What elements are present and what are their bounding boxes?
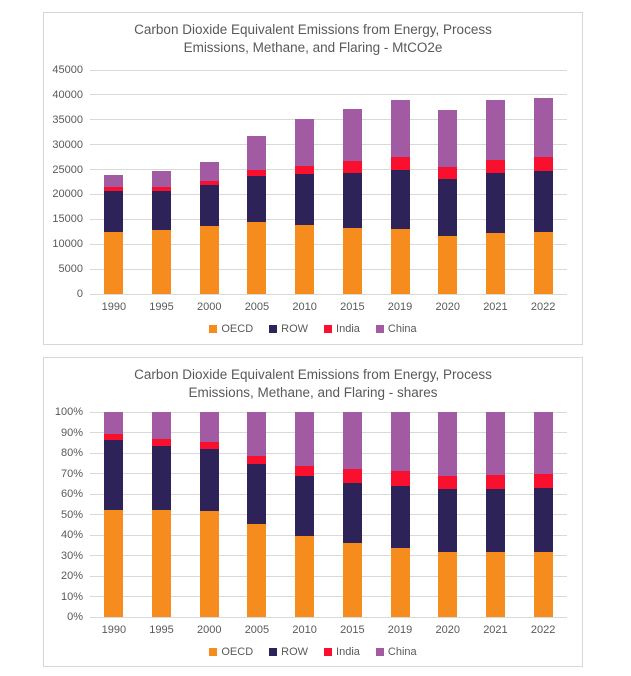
x-tick-label: 2005 [244, 301, 270, 313]
bar-segment-oecd-1995 [152, 510, 171, 617]
bar-segment-china-2015 [343, 109, 362, 161]
legend-item-row [269, 646, 308, 658]
bar-segment-china-2000 [200, 412, 219, 442]
bar-segment-row-1995 [152, 446, 171, 511]
x-tick-label: 2010 [292, 301, 317, 313]
x-tick-label: 2020 [435, 624, 460, 636]
y-tick-label: 40% [60, 529, 83, 541]
bar-segment-india-2021 [486, 160, 505, 173]
legend-label: ROW [281, 323, 309, 335]
bar-segment-india-2022 [534, 157, 553, 171]
bar-segment-china-2019 [391, 100, 410, 156]
y-tick-label: 30% [60, 549, 83, 562]
legend-label: OECD [221, 323, 254, 335]
legend-swatch-icon [376, 648, 384, 656]
x-tick-label: 2015 [340, 301, 365, 313]
bar-segment-india-2020 [438, 167, 457, 179]
bar-segment-oecd-2019 [391, 548, 410, 617]
gridline [90, 70, 567, 71]
bar-segment-row-2000 [200, 185, 219, 225]
bar-segment-row-2020 [438, 179, 457, 236]
bar-segment-row-2022 [534, 488, 553, 553]
y-tick-label: 5000 [58, 263, 83, 276]
legend-label: China [387, 646, 417, 658]
x-tick-label: 1995 [149, 301, 174, 313]
y-tick-label: 10000 [52, 238, 83, 251]
y-tick-label: 15000 [52, 213, 83, 226]
bar-segment-oecd-2021 [486, 233, 505, 294]
y-tick-label: 0 [76, 288, 83, 300]
legend-swatch-icon [324, 325, 332, 333]
bar-segment-row-2019 [391, 486, 410, 549]
legend-swatch-icon [209, 325, 217, 333]
bar-segment-row-1990 [104, 440, 123, 511]
legend-item-china [376, 646, 417, 658]
y-tick-label: 30000 [52, 138, 83, 151]
x-tick-label: 2000 [196, 301, 222, 313]
legend-label: ROW [281, 646, 309, 658]
bar-segment-row-2019 [391, 170, 410, 229]
bar-segment-india-2015 [343, 161, 362, 173]
legend-label: India [336, 646, 360, 658]
bar-segment-row-2015 [343, 483, 362, 543]
bar-segment-china-2010 [295, 119, 314, 165]
bar-segment-row-2000 [200, 449, 219, 512]
emissions-shares-chart [43, 357, 583, 667]
x-tick-label: 2022 [530, 624, 556, 636]
chart-legend [44, 323, 582, 335]
x-tick-label: 2021 [483, 624, 508, 636]
bar-segment-china-2021 [486, 100, 505, 159]
bar-segment-oecd-2005 [247, 524, 266, 617]
bar-segment-india-1995 [152, 439, 171, 446]
bar-segment-row-2021 [486, 173, 505, 233]
x-tick-label: 2005 [244, 624, 270, 636]
legend-item-oecd [209, 646, 253, 658]
bar-segment-china-2022 [534, 98, 553, 157]
x-tick-label: 2000 [196, 624, 222, 636]
y-tick-label: 60% [60, 488, 83, 500]
y-tick-label: 80% [60, 447, 83, 459]
x-tick-label: 1995 [149, 624, 174, 636]
bar-segment-oecd-2010 [295, 225, 314, 294]
x-tick-label: 1990 [101, 624, 127, 636]
legend-item-india [324, 646, 360, 658]
chart-title: Carbon Dioxide Equivalent Emissions from Energy, Process Emissions, Methane, and Flaring - shares [134, 367, 492, 400]
legend-item-oecd [209, 323, 253, 335]
bar-segment-row-2020 [438, 489, 457, 553]
x-tick-label: 2020 [435, 301, 460, 313]
y-tick-label: 50% [60, 508, 83, 521]
bar-segment-china-2000 [200, 162, 219, 181]
chart-legend [44, 646, 582, 658]
legend-swatch-icon [269, 648, 277, 656]
bar-segment-oecd-2010 [295, 536, 314, 617]
x-tick-label: 2010 [292, 624, 317, 636]
legend-label: OECD [221, 646, 254, 658]
bar-segment-row-2010 [295, 174, 314, 226]
y-tick-label: 90% [60, 426, 83, 439]
bar-segment-china-2019 [391, 412, 410, 471]
bar-segment-china-1995 [152, 171, 171, 187]
bar-segment-india-1995 [152, 187, 171, 191]
legend-swatch-icon [324, 648, 332, 656]
bar-segment-row-2022 [534, 171, 553, 232]
bar-segment-china-2010 [295, 412, 314, 466]
bar-segment-india-1990 [104, 187, 123, 190]
x-tick-label: 2022 [530, 301, 556, 313]
bar-segment-india-2005 [247, 456, 266, 464]
bar-segment-oecd-2022 [534, 232, 553, 294]
bar-segment-oecd-2000 [200, 226, 219, 294]
bar-segment-china-2005 [247, 136, 266, 170]
bar-segment-oecd-2021 [486, 552, 505, 617]
bar-segment-india-2000 [200, 442, 219, 449]
legend-swatch-icon [376, 325, 384, 333]
bar-segment-row-2005 [247, 464, 266, 523]
legend-label: India [336, 323, 360, 335]
bar-segment-row-2015 [343, 173, 362, 228]
bar-segment-oecd-2022 [534, 552, 553, 617]
bar-segment-oecd-2020 [438, 552, 457, 617]
legend-item-china [376, 323, 417, 335]
x-tick-label: 1990 [101, 301, 127, 313]
y-tick-label: 100% [54, 406, 83, 418]
bar-segment-india-2010 [295, 166, 314, 174]
bar-segment-oecd-2005 [247, 222, 266, 294]
bar-segment-china-2015 [343, 412, 362, 469]
y-tick-label: 35000 [52, 113, 83, 126]
bar-segment-oecd-2015 [343, 543, 362, 617]
bar-segment-india-2005 [247, 170, 266, 176]
bar-segment-row-1990 [104, 191, 123, 232]
bar-segment-india-2019 [391, 471, 410, 485]
legend-swatch-icon [269, 325, 277, 333]
bar-segment-india-2015 [343, 469, 362, 482]
x-tick-label: 2015 [340, 624, 365, 636]
bar-segment-india-2021 [486, 475, 505, 489]
y-tick-label: 0% [67, 611, 83, 623]
y-tick-label: 40000 [52, 88, 83, 101]
bar-segment-oecd-2020 [438, 236, 457, 294]
bar-segment-india-2019 [391, 157, 410, 170]
x-tick-label: 2021 [483, 301, 508, 313]
chart-title: Carbon Dioxide Equivalent Emissions from Energy, Process Emissions, Methane, and Flaring - MtCO2e [134, 22, 492, 55]
bar-segment-china-1990 [104, 412, 123, 434]
x-tick-label: 2019 [387, 301, 413, 313]
bar-segment-india-2000 [200, 181, 219, 186]
y-tick-label: 25000 [52, 163, 83, 176]
bar-segment-india-2022 [534, 474, 553, 488]
y-tick-label: 10% [60, 590, 83, 603]
bar-segment-india-2020 [438, 476, 457, 489]
bar-segment-row-2010 [295, 476, 314, 536]
bar-segment-china-1990 [104, 175, 123, 188]
bar-segment-china-2021 [486, 412, 505, 475]
bar-segment-india-2010 [295, 466, 314, 475]
bar-segment-india-1990 [104, 434, 123, 440]
bar-segment-row-2005 [247, 176, 266, 222]
gridline [90, 94, 567, 95]
bar-segment-oecd-2019 [391, 229, 410, 294]
legend-item-india [324, 323, 360, 335]
emissions-absolute-chart [43, 12, 583, 345]
y-tick-label: 20000 [52, 188, 83, 201]
y-tick-label: 70% [60, 467, 83, 480]
bar-segment-oecd-1995 [152, 230, 171, 294]
bar-segment-china-2020 [438, 110, 457, 167]
y-tick-label: 45000 [52, 64, 83, 76]
legend-swatch-icon [209, 648, 217, 656]
bar-segment-china-1995 [152, 412, 171, 439]
bar-segment-china-2005 [247, 412, 266, 456]
bar-segment-china-2022 [534, 412, 553, 474]
bar-segment-oecd-1990 [104, 510, 123, 617]
bar-segment-oecd-2015 [343, 228, 362, 294]
legend-item-row [269, 323, 308, 335]
x-tick-label: 2019 [387, 624, 413, 636]
bar-segment-oecd-2000 [200, 511, 219, 617]
bar-segment-row-2021 [486, 489, 505, 553]
legend-label: China [387, 323, 417, 335]
bar-segment-oecd-1990 [104, 232, 123, 294]
bar-segment-china-2020 [438, 412, 457, 476]
bar-segment-row-1995 [152, 191, 171, 230]
y-tick-label: 20% [60, 570, 83, 582]
